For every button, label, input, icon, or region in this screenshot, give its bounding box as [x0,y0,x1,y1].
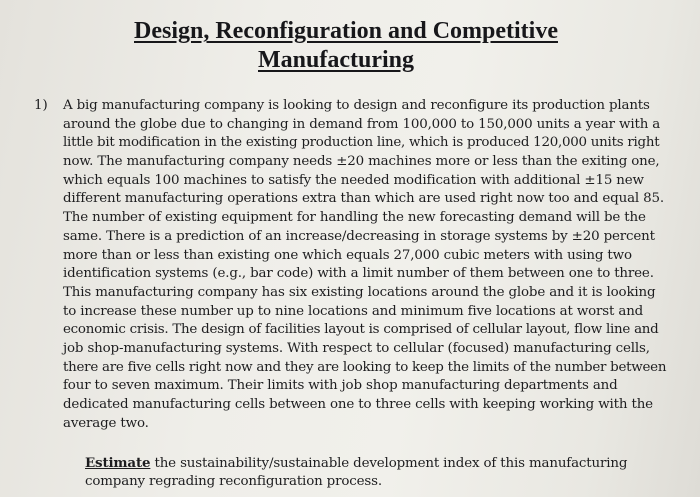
question-line-4: now. The manufacturing company needs ±20 machines more or less than the exiting one, [63,154,660,170]
question-line-12: to increase these number up to nine locations and minimum five locations at worst and [63,303,644,319]
question-line-18: average two. [63,415,149,431]
question-line-6: different manufacturing operations extra than which are used right now too and equal 85. [63,191,664,207]
task-line-1-text: the sustainability/sustainable development index of this manufacturing [150,456,628,471]
question-line-9: more than or less than existing one which equals 27,000 cubic meters with using two [63,247,632,263]
question-line-10: identification systems (e.g., bar code) with a limit number of them between one to three. [63,266,654,282]
estimate-label: Estimate [85,455,151,471]
question-line-13: economic crisis. The design of facilities layout is comprised of cellular layout, flow line and [63,322,659,338]
question-line-16: four to seven maximum. Their limits with job shop manufacturing departments and [63,378,618,394]
question-line-14: job shop-manufacturing systems. With respect to cellular (focused) manufacturing cells, [63,340,650,356]
question-line-8: same. There is a prediction of an increase/decreasing in storage systems by ±20 percent [63,228,655,244]
question-line-15: there are five cells right now and they are looking to keep the limits of the number between [63,359,667,375]
question-number: 1) [34,98,48,113]
document-title-line-2 [0,46,686,75]
task-line-2: company regrading reconfiguration process. [85,473,382,489]
question-line-17: dedicated manufacturing cells between one to three cells with keeping working with the [63,397,653,412]
question-line-2: around the globe due to changing in demand from 100,000 to 150,000 units a year with a [63,116,661,132]
question-line-3: little bit modification in the existing production line, which is produced 120,000 units right [63,135,660,151]
question-line-5: which equals 100 machines to satisfy the needed modification with additional ±15 new [63,172,644,188]
document-title-line-1 [0,17,696,46]
question-body [63,97,683,433]
title-line-1-text: Design, Reconfiguration and Competitive [134,18,558,44]
question-line-7: The number of existing equipment for handling the new forecasting demand will be the [63,210,646,226]
title-line-2-text: Manufacturing [258,47,414,73]
question-line-1: A big manufacturing company is looking to design and reconfigure its production plants [63,98,650,113]
task-line-1 [85,454,627,473]
question-line-11: This manufacturing company has six existing locations around the globe and it is looking [63,284,656,300]
task-statement [85,454,627,491]
